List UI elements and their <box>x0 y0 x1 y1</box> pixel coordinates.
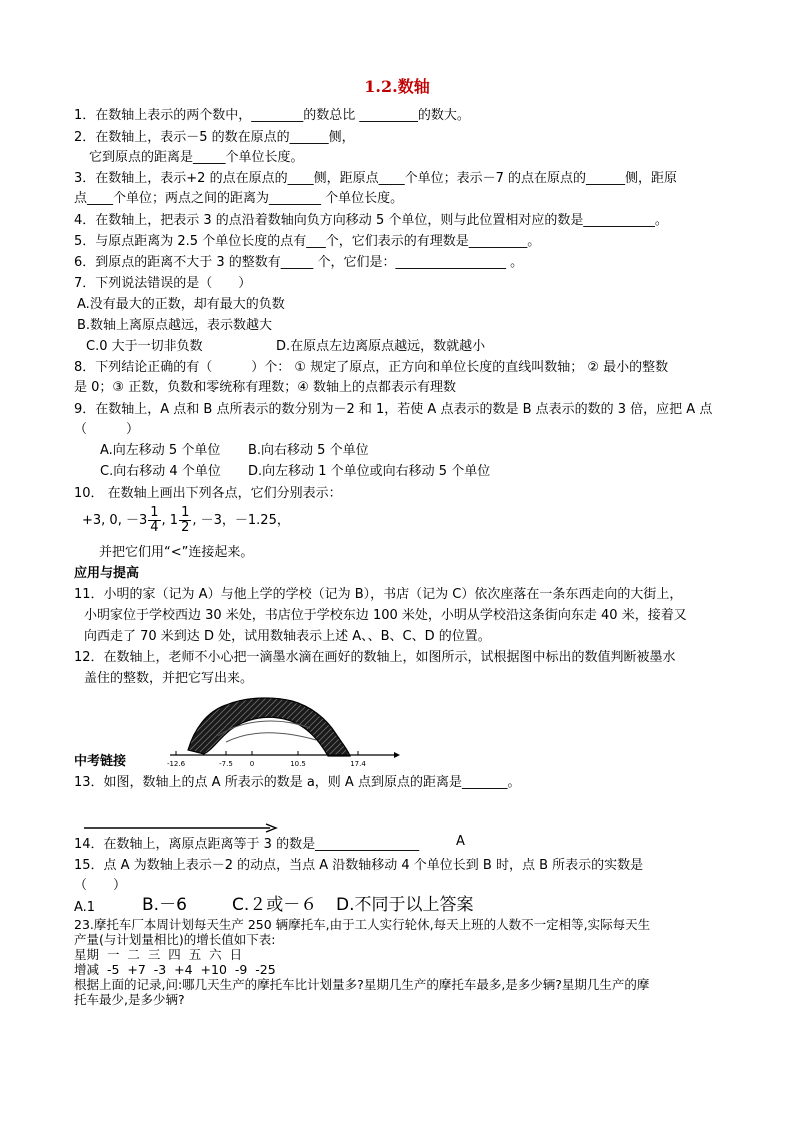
axis-tick-label: -7.5 <box>219 760 233 768</box>
question-2-line-1: 2．在数轴上，表示－5 的数在原点的______侧， <box>74 130 355 145</box>
question-7: 7．下列说法错误的是（ ） <box>74 276 252 291</box>
question-10-values <box>82 504 290 538</box>
section-heading-application: 应用与提高 <box>74 566 140 581</box>
question-7-option-d: D.在原点左边离原点越远，数就越小 <box>276 339 486 354</box>
question-2-line-2: 它到原点的距离是_____个单位长度。 <box>89 150 304 165</box>
section-heading-exam-links: 中考链接 <box>74 754 127 769</box>
axis-tick-label: -12.6 <box>166 760 186 768</box>
question-23-change-row: 增减 -5 +7 -3 +4 +10 -9 -25 <box>74 962 276 977</box>
question-15-line-1: 15．点 A 为数轴上表示－2 的动点，当点 A 沿数轴移动 4 个单位长到 B 时，点 B 所表示的实数是 <box>74 858 644 873</box>
question-3-line-2: 点____个单位；两点之间的距离为________ 个单位长度。 <box>74 191 404 206</box>
question-12-line-1: 12．在数轴上，老师不小心把一滴墨水滴在画好的数轴上，如图所示，试根据图中标出的数值判断被墨水 <box>74 650 676 665</box>
question-14: 14．在数轴上，离原点距离等于 3 的数是________________ <box>74 837 420 852</box>
question-15-option-b: B.－6 <box>142 895 187 915</box>
question-11-line-2: 小明家位于学校西边 30 米处，书店位于学校东边 100 米处，小明从学校沿这条街向东走 40 米，接着又 <box>84 608 687 623</box>
ink-blot <box>188 698 350 756</box>
fraction-numerator: 1 <box>150 505 159 520</box>
fraction-one-quarter <box>148 506 160 535</box>
question-9-option-c: C.向右移动 4 个单位 <box>100 464 221 479</box>
question-1: 1．在数轴上表示的两个数中，________的数总比 _________的数大。 <box>74 108 470 123</box>
question-11-line-1: 11．小明的家（记为 A）与他上学的学校（记为 B），书店（记为 C）依次座落在一条东西走向的大街上， <box>74 587 683 602</box>
question-23-line-6: 托车最少,是多少辆? <box>74 992 185 1007</box>
question-15-option-c: C.２或－６ <box>232 895 318 915</box>
question-4: 4．在数轴上，把表示 3 的点沿着数轴向负方向移动 5 个单位，则与此位置相对应的数是___________。 <box>74 213 668 228</box>
question-8-line-2: 是 0；③ 正数，负数和零统称有理数；④ 数轴上的点都表示有理数 <box>74 380 456 395</box>
question-6: 6．到原点的距离不大于 3 的整数有_____ 个，它们是：_________________ 。 <box>74 255 524 270</box>
question-8-line-1: 8．下列结论正确的有（ ）个： ① 规定了原点，正方向和单位长度的直线叫数轴； ② 最小的整数 <box>74 360 669 375</box>
page-title: 1.2.数轴 <box>364 77 430 96</box>
axis-tick-label: 17.4 <box>350 760 366 768</box>
question-23-weekday-row: 星期 一 二 三 四 五 六 日 <box>74 947 243 962</box>
question-10-instruction: 并把它们用“<”连接起来。 <box>99 545 254 560</box>
q10-values-part-3: , －3，－1.25， <box>192 513 290 528</box>
question-7-option-a: A.没有最大的正数，却有最大的负数 <box>77 297 285 312</box>
question-23-line-5: 根据上面的记录,问:哪几天生产的摩托车比计划量多?星期几生产的摩托车最多,是多少辆?星期几生产的摩 <box>74 977 650 992</box>
point-a-label: A <box>456 834 465 849</box>
question-11-line-3: 向西走了 70 米到达 D 处，试用数轴表示上述 A、、B、C、D 的位置。 <box>84 629 491 644</box>
question-10: 10． 在数轴上画出下列各点，它们分别表示： <box>74 486 342 501</box>
question-15-option-a: A.1 <box>74 900 96 915</box>
axis-tick-label: 10.5 <box>290 760 306 768</box>
question-15-line-2: （ ） <box>74 878 127 893</box>
question-23-line-1: 23.摩托车厂本周计划每天生产 250 辆摩托车,由于工人实行轮休,每天上班的人数不一定相等,实际每天生 <box>74 917 651 932</box>
fraction-one-half <box>179 506 191 535</box>
question-9-option-d: D.向左移动 1 个单位或向右移动 5 个单位 <box>248 464 491 479</box>
question-3-line-1: 3．在数轴上，表示+2 的点在原点的____侧，距原点____个单位；表示－7 的点在原点的______侧，距原 <box>74 171 677 186</box>
axis-arrow-icon <box>394 752 400 758</box>
fraction-denominator: 4 <box>150 520 159 535</box>
question-13: 13．如图，数轴上的点 A 所表示的数是 a，则 A 点到原点的距离是_______。 <box>74 775 521 790</box>
ink-covered-number-line <box>160 690 400 770</box>
question-7-option-c: C.0 大于一切非负数 <box>86 339 203 354</box>
question-9-option-a: A.向左移动 5 个单位 <box>100 443 221 458</box>
question-9-option-b: B.向右移动 5 个单位 <box>248 443 369 458</box>
fraction-denominator: 2 <box>181 520 190 535</box>
q10-values-part-1: +3, 0, －3 <box>82 513 148 528</box>
question-5: 5．与原点距离为 2.5 个单位长度的点有___个，它们表示的有理数是_________。 <box>74 234 541 249</box>
question-23-line-2: 产量(与计划量相比)的增长值如下表: <box>74 932 276 947</box>
q10-values-part-2: , 1 <box>161 513 179 528</box>
point-a-number-line <box>82 820 282 836</box>
fraction-numerator: 1 <box>181 505 190 520</box>
axis-tick-label: 0 <box>249 760 255 768</box>
question-9-line-2: （ ） <box>74 422 140 437</box>
question-7-option-b: B.数轴上离原点越远，表示数越大 <box>77 318 273 333</box>
question-12-line-2: 盖住的整数，并把它写出来。 <box>84 671 254 686</box>
question-15-option-d: D.不同于以上答案 <box>336 895 474 915</box>
question-9-line-1: 9．在数轴上，A 点和 B 点所表示的数分别为－2 和 1，若使 A 点表示的数是 B 点表示的数的 3 倍，应把 A 点 <box>74 402 713 417</box>
